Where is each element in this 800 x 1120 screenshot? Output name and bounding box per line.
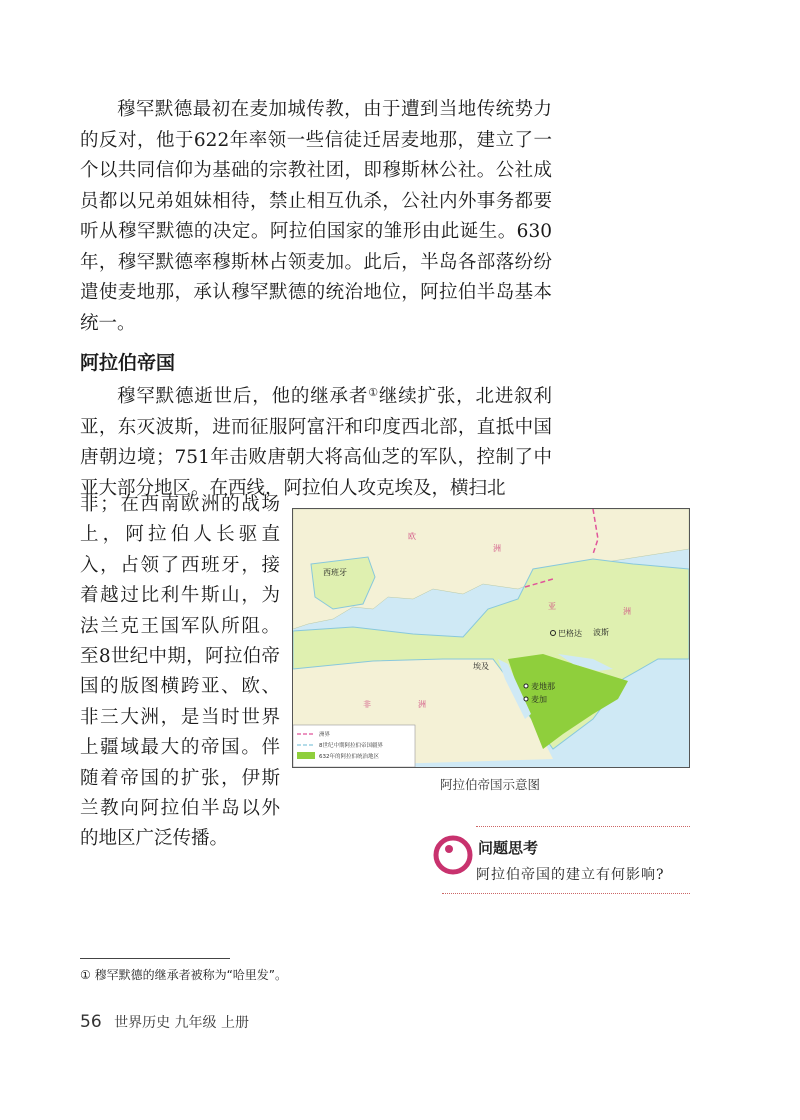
footnote-marker: ① — [368, 386, 379, 399]
map-legend-label-core: 632年的阿拉伯统治地区 — [319, 754, 379, 760]
paragraph-expansion-lead: 穆罕默德逝世后，他的继承者 — [117, 386, 369, 407]
map-caption: 阿拉伯帝国示意图 — [439, 777, 540, 792]
map-label-persia: 波斯 — [593, 628, 609, 637]
map-graphic — [293, 509, 689, 767]
map-label-asia-2: 洲 — [623, 607, 631, 616]
footnote-rule — [80, 958, 230, 959]
paragraph-expansion-rest: 继续扩张，北进叙利亚，东灭波斯，进而征服阿富汗和印度西北部，直抵中国唐朝边境；751年击败唐朝大将高仙芝的军队，控制了中亚大部分地区。在西线，阿拉伯人攻克埃及，横扫北 — [80, 386, 552, 499]
map-marker-mecca — [524, 697, 528, 701]
question-box-bottom-rule — [442, 893, 690, 894]
map-label-mecca: 麦加 — [531, 695, 547, 704]
question-bubble-icon — [432, 834, 474, 876]
footnote: ① 穆罕默德的继承者被称为“哈里发”。 — [80, 968, 288, 982]
question-title: 问题思考 — [478, 839, 539, 857]
book-title: 世界历史 九年级 上册 — [114, 1015, 249, 1031]
paragraph-expansion — [80, 378, 552, 504]
map-label-baghdad: 巴格达 — [558, 629, 582, 638]
page-footer — [80, 1012, 249, 1032]
paragraph-expansion-wrapped: 非；在西南欧洲的战场上，阿拉伯人长驱直入，占领了西班牙，接着越过比利牛斯山，为法兰克王国军队所阻。至8世纪中期，阿拉伯帝国的版图横跨亚、欧、非三大洲，是当时世界上疆域最大的帝国。伴随着帝国的扩张，伊斯兰教向阿拉伯半岛以外的地区广泛传播。 — [80, 494, 280, 850]
paragraph-muhammad-medina: 穆罕默德最初在麦加城传教，由于遭到当地传统势力的反对，他于622年率领一些信徒迁居麦地那，建立了一个以共同信仰为基础的宗教社团，即穆斯林公社。公社成员都以兄弟姐妹相待，禁止相互仇杀，公社内外事务都要听从穆罕默德的决定。阿拉伯国家的雏形由此诞生。630年，穆罕默德率穆斯林占领麦加。此后，半岛各部落纷纷遣使麦地那，承认穆罕默德的统治地位，阿拉伯半岛基本统一。 — [80, 99, 552, 334]
map-legend-label-empire: 8世纪中期阿拉伯帝国疆界 — [319, 743, 384, 749]
map-marker-medina — [524, 684, 528, 688]
map-label-medina: 麦地那 — [531, 682, 555, 691]
section-heading-arab-empire: 阿拉伯帝国 — [80, 352, 176, 374]
arab-empire-map — [292, 508, 690, 768]
question-box — [432, 826, 690, 894]
map-legend-swatch-core — [297, 752, 315, 759]
map-legend-label-continent: 洲界 — [319, 732, 331, 738]
question-box-top-rule — [476, 826, 690, 827]
map-label-spain: 西班牙 — [323, 568, 347, 577]
map-label-africa-2: 洲 — [418, 700, 426, 709]
map-label-asia-1: 亚 — [548, 602, 556, 611]
question-text: 阿拉伯帝国的建立有何影响? — [476, 867, 665, 883]
map-label-europe-2: 洲 — [493, 544, 501, 553]
map-label-africa-1: 非 — [363, 700, 371, 709]
page-number: 56 — [80, 1012, 102, 1032]
map-label-egypt: 埃及 — [473, 662, 489, 671]
map-label-europe-1: 欧 — [408, 532, 416, 541]
